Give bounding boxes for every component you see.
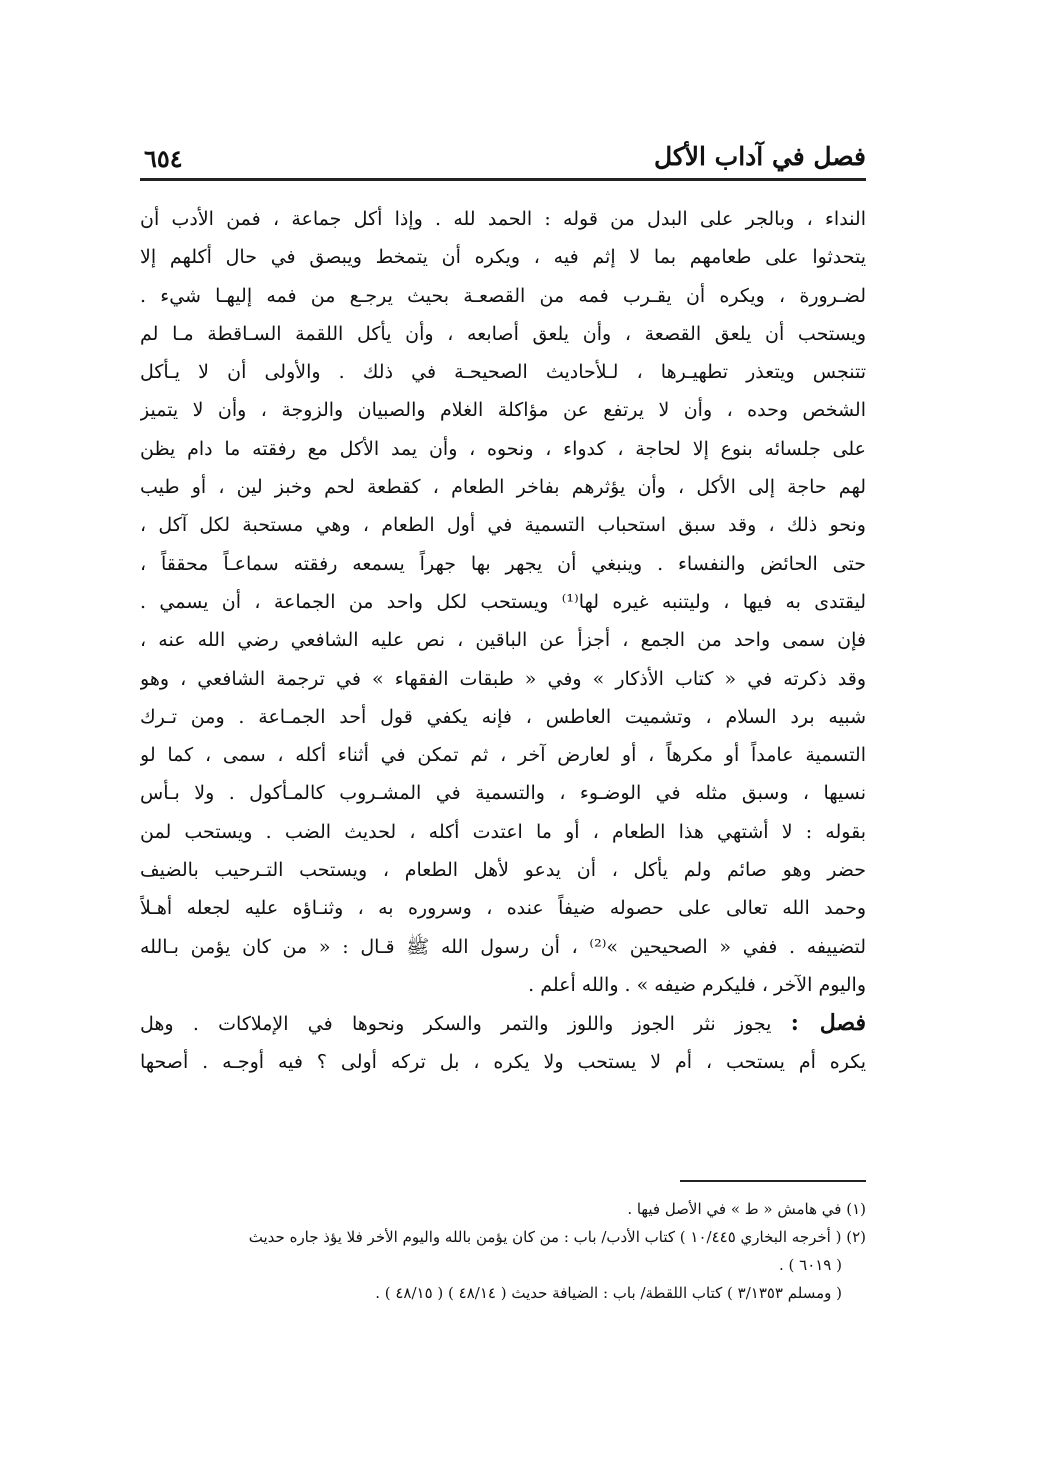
footnote-2-continued: ( ٦٠١٩ ) . <box>778 1256 842 1274</box>
text-line: ويستحب أن يلعق القصعة ، وأن يلعق أصابعه ، وأن يأكل اللقمة السـاقطة مـا لم <box>140 322 866 345</box>
section-label: فصل : <box>790 1010 866 1037</box>
text-line: ونحو ذلك ، وقد سبق استحباب التسمية في أول الطعام ، وهي مستحبة لكل آكل ، <box>140 514 866 537</box>
text-line: النداء ، وبالجر على البدل من قوله : الحمد لله . وإذا أكل جماعة ، فمن الأدب أن <box>140 208 866 230</box>
page-number: ٦٥٤ <box>144 144 183 173</box>
text-line: فإن سمى واحد من الجمع ، أجزأ عن الباقين ، نص عليه الشافعي رضي الله عنه ، <box>140 629 866 652</box>
header-divider <box>140 178 866 181</box>
text-line: لهم حاجة إلى الأكل ، وأن يؤثرهم بفاخر الطعام ، كقطعة لحم وخبز لين ، أو طيب <box>140 476 866 499</box>
running-header <box>140 140 866 180</box>
text-line: بقوله : لا أشتهي هذا الطعام ، أو ما اعتدت أكله ، لحديث الضب . ويستحب لمن <box>140 820 866 843</box>
main-text <box>140 200 866 1081</box>
footnote-divider <box>680 1180 866 1182</box>
chapter-title: فصل في آداب الأكل <box>653 142 866 171</box>
text-line: نسيها ، وسبق مثله في الوضـوء ، والتسمية في المشـروب كالمـأكول . ولا بـأس <box>140 782 866 805</box>
text-line: واليوم الآخر ، فليكرم ضيفه » . والله أعلم . <box>528 973 866 996</box>
footnote-2-muslim: ( ومسلم ٣/١٣٥٣ ) كتاب اللقطة/ باب : الضيافة حديث ( ٤٨/١٤ ) ( ٤٨/١٥ ) . <box>375 1284 842 1302</box>
text-line: لتضييفه . ففي « الصحيحين »⁽²⁾ ، أن رسول الله ﷺ قـال : « من كان يؤمن بـالله <box>140 935 866 958</box>
text-line: شبيه برد السلام ، وتشميت العاطس ، فإنه يكفي قول أحد الجمـاعة . ومن تـرك <box>140 705 866 728</box>
section-text: يجوز نثر الجوز واللوز والتمر والسكر ونحوها في الإملاكات . وهل <box>140 1013 772 1036</box>
text-line: على جلسائه بنوع إلا لحاجة ، كدواء ، ونحوه ، وأن يمد الأكل مع رفقته ما دام يظن <box>140 437 866 460</box>
text-line: لضـرورة ، ويكره أن يقـرب فمه من القصعـة بحيث يرجـع من فمه إليهـا شيء . <box>140 284 866 307</box>
text-line: حتى الحائض والنفساء . وينبغي أن يجهر بها جهراً يسمعه رفقته سماعـاً محققاً ، <box>140 552 866 575</box>
text-line: الشخص وحده ، وأن لا يرتفع عن مؤاكلة الغلام والصبيان والزوجة ، وأن لا يتميز <box>140 399 866 422</box>
text-line: وقد ذكرته في « كتاب الأذكار » وفي « طبقات الفقهاء » في ترجمة الشافعي ، وهو <box>140 667 866 690</box>
text-line: ليقتدى به فيها ، وليتنبه غيره لها⁽¹⁾ ويستحب لكل واحد من الجماعة ، أن يسمي . <box>140 590 866 613</box>
footnote-2: (٢) ( أخرجه البخاري ١٠/٤٤٥ ) كتاب الأدب/ باب : من كان يؤمن بالله واليوم الأخر فلا يؤذ جاره حديث <box>248 1228 866 1246</box>
section-first-line <box>140 1004 866 1042</box>
text-line: تتنجس ويتعذر تطهيـرها ، لـلأحاديث الصحيحـة في ذلك . والأولى أن لا يـأكل <box>140 361 866 384</box>
text-line: التسمية عامداً أو مكرهاً ، أو لعارض آخر ، ثم تمكن في أثناء أكله ، سمى ، كما لو <box>140 744 866 767</box>
text-line: يتحدثوا على طعامهم بما لا إثم فيه ، ويكره أن يتمخط ويبصق في حال أكلهم إلا <box>140 246 866 269</box>
section-second-line: يكره أم يستحب ، أم لا يستحب ولا يكره ، بل تركه أولى ؟ فيه أوجـه . أصحها <box>140 1050 866 1073</box>
footnote-1: (١) في هامش « ط » في الأصل فيها . <box>627 1200 866 1218</box>
footnotes <box>140 1195 866 1307</box>
text-line: وحمد الله تعالى على حصوله ضيفاً عنده ، وسروره به ، وثنـاؤه عليه لجعله أهـلاً <box>140 897 866 920</box>
text-line: حضر وهو صائم ولم يأكل ، أن يدعو لأهل الطعام ، ويستحب التـرحيب بالضيف <box>140 859 866 882</box>
